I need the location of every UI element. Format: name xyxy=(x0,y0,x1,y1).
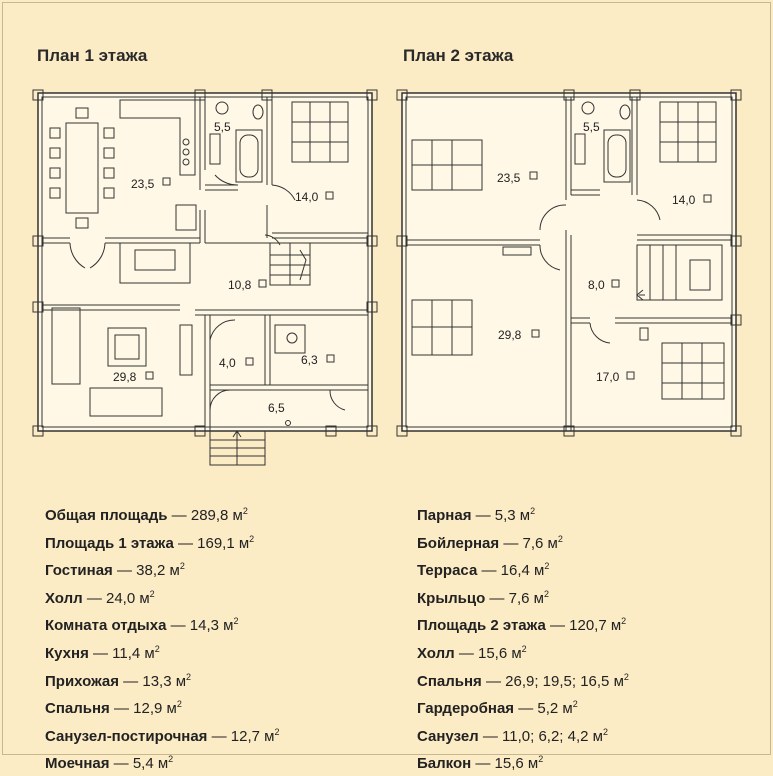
f1-label-23-5: 23,5 xyxy=(131,177,155,191)
legend-row: Гостиная — 38,2 $м^2$ xyxy=(45,561,185,580)
legend-row: Общая площадь — 289,8 $м^2$ xyxy=(45,506,248,524)
f1-label-5-5: 5,5 xyxy=(214,120,231,134)
legend-row: Терраса — 16,4 $м^2$ xyxy=(417,561,550,580)
legend-row: Спальня — 12,9 $м^2$ xyxy=(45,699,182,718)
f1-label-6-5: 6,5 xyxy=(268,401,285,415)
f2-label-5-5: 5,5 xyxy=(583,120,600,134)
legend-row: Кухня — 11,4 $м^2$ xyxy=(45,643,160,662)
legend-row: Холл — 24,0 $м^2$ xyxy=(45,588,155,607)
legend-row: Парная — 5,3 $м^2$ xyxy=(417,506,536,524)
legend-floor2 xyxy=(417,500,629,776)
legend-floor1 xyxy=(45,500,279,776)
legend-row: Крыльцо — 7,6 $м^2$ xyxy=(417,588,549,607)
legend-row: Гардеробная — 5,2 $м^2$ xyxy=(417,699,578,718)
f1-label-6-3: 6,3 xyxy=(301,353,318,367)
f2-label-23-5: 23,5 xyxy=(497,171,521,185)
legend-row: Балкон — 15,6 $м^2$ xyxy=(417,754,544,773)
legend-row: Спальня — 26,9; 19,5; 16,5 $м^2$ xyxy=(417,671,629,690)
legend-row: Комната отдыха — 14,3 $м^2$ xyxy=(45,616,239,635)
floor2-plan xyxy=(397,90,741,436)
legend-row: Площадь 2 этажа — 120,7 $м^2$ xyxy=(417,616,627,635)
legend-row: Прихожая — 13,3 $м^2$ xyxy=(45,671,192,690)
f1-label-4-0: 4,0 xyxy=(219,356,236,370)
floor1-plan xyxy=(33,90,377,465)
f2-label-8-0: 8,0 xyxy=(588,278,605,292)
floor2-title: План 2 этажа xyxy=(403,46,514,65)
f2-label-14-0: 14,0 xyxy=(672,193,696,207)
floor1-title: План 1 этажа xyxy=(37,46,148,65)
f1-label-14-0: 14,0 xyxy=(295,190,319,204)
f1-label-29-8: 29,8 xyxy=(113,370,137,384)
legend-row: Санузел-постирочная — 12,7 $м^2$ xyxy=(45,726,280,745)
legend-row: Холл — 15,6 $м^2$ xyxy=(417,643,527,662)
legend-row: Бойлерная — 7,6 $м^2$ xyxy=(417,533,563,552)
legend-row: Площадь 1 этажа — 169,1 $м^2$ xyxy=(45,533,255,552)
legend-row: Моечная — 5,4 $м^2$ xyxy=(45,754,174,773)
f2-label-29-8: 29,8 xyxy=(498,328,522,342)
f2-label-17-0: 17,0 xyxy=(596,370,620,384)
legend-row: Санузел — 11,0; 6,2; 4,2 $м^2$ xyxy=(417,726,608,745)
f1-label-10-8: 10,8 xyxy=(228,278,252,292)
